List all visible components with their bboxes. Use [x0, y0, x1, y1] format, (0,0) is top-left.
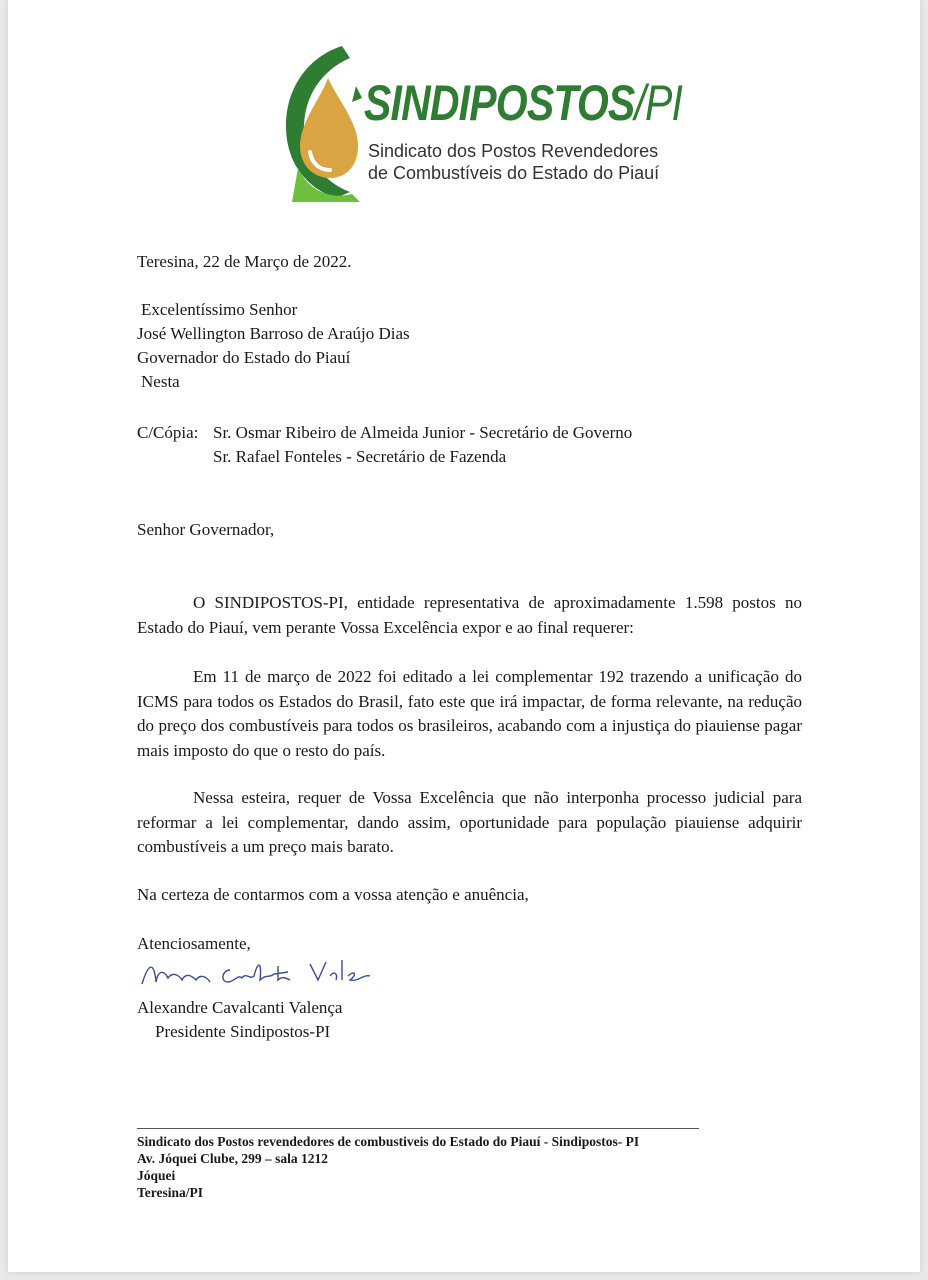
copy-recipient-first: Sr. Osmar Ribeiro de Almeida Junior - Secretário de Governo	[213, 423, 633, 442]
copy-recipient-second: Sr. Rafael Fonteles - Secretário de Fazenda	[213, 447, 507, 466]
footer-divider	[137, 1128, 699, 1129]
recipient-name: José Wellington Barroso de Araújo Dias	[137, 324, 410, 343]
signer-title: Presidente Sindipostos-PI	[155, 1022, 331, 1041]
footer-district: Jóquei	[137, 1168, 176, 1183]
handwritten-signature	[138, 952, 378, 992]
sindipostos-logo	[280, 42, 683, 202]
recipient-location: Nesta	[141, 372, 180, 391]
brand-tagline: Sindicato dos Postos Revendedores de Combustíveis do Estado do Piauí	[368, 141, 660, 183]
closing-line: Na certeza de contarmos com a vossa atenção e anuência,	[137, 885, 529, 904]
footer-org-name: Sindicato dos Postos revendedores de combustiveis do Estado do Piauí - Sindipostos- PI	[137, 1134, 640, 1149]
recipient-honorific: Excelentíssimo Senhor	[141, 300, 298, 319]
footer-street: Av. Jóquei Clube, 299 – sala 1212	[137, 1151, 329, 1166]
letter-page	[8, 0, 920, 1272]
salutation: Senhor Governador,	[137, 520, 275, 539]
regards-line: Atenciosamente,	[137, 934, 251, 953]
body-paragraph-3: Nessa esteira, requer de Vossa Excelência que não interponha processo judicial para reformar a lei complementar, dando assim, oportunidade para população piauiense adquirir combustíveis a um preço mais barato.	[137, 788, 802, 856]
footer-address	[137, 1133, 639, 1201]
body-paragraph-2: Em 11 de março de 2022 foi editado a lei complementar 192 trazendo a unificação do ICMS para todos os Estados do Brasil, fato este que irá impactar, de forma relevante, na redução do preço dos combustíveis para todos os brasileiros, acabando com a injustiça do piauiense pagar mais imposto do que o resto do país.	[137, 667, 802, 760]
recipient-title: Governador do Estado do Piauí	[137, 348, 351, 367]
footer-city: Teresina/PI	[137, 1185, 204, 1200]
fuel-drop-icon	[280, 42, 364, 202]
copy-label: C/Cópia:	[137, 423, 199, 442]
brand-name: SINDIPOSTOS/PI	[364, 75, 683, 131]
date-line: Teresina, 22 de Março de 2022.	[137, 252, 352, 271]
signer-name: Alexandre Cavalcanti Valença	[137, 998, 343, 1017]
body-paragraph-1: O SINDIPOSTOS-PI, entidade representativa de aproximadamente 1.598 postos no Estado do Piauí, vem perante Vossa Excelência expor e ao final requerer:	[137, 593, 802, 637]
